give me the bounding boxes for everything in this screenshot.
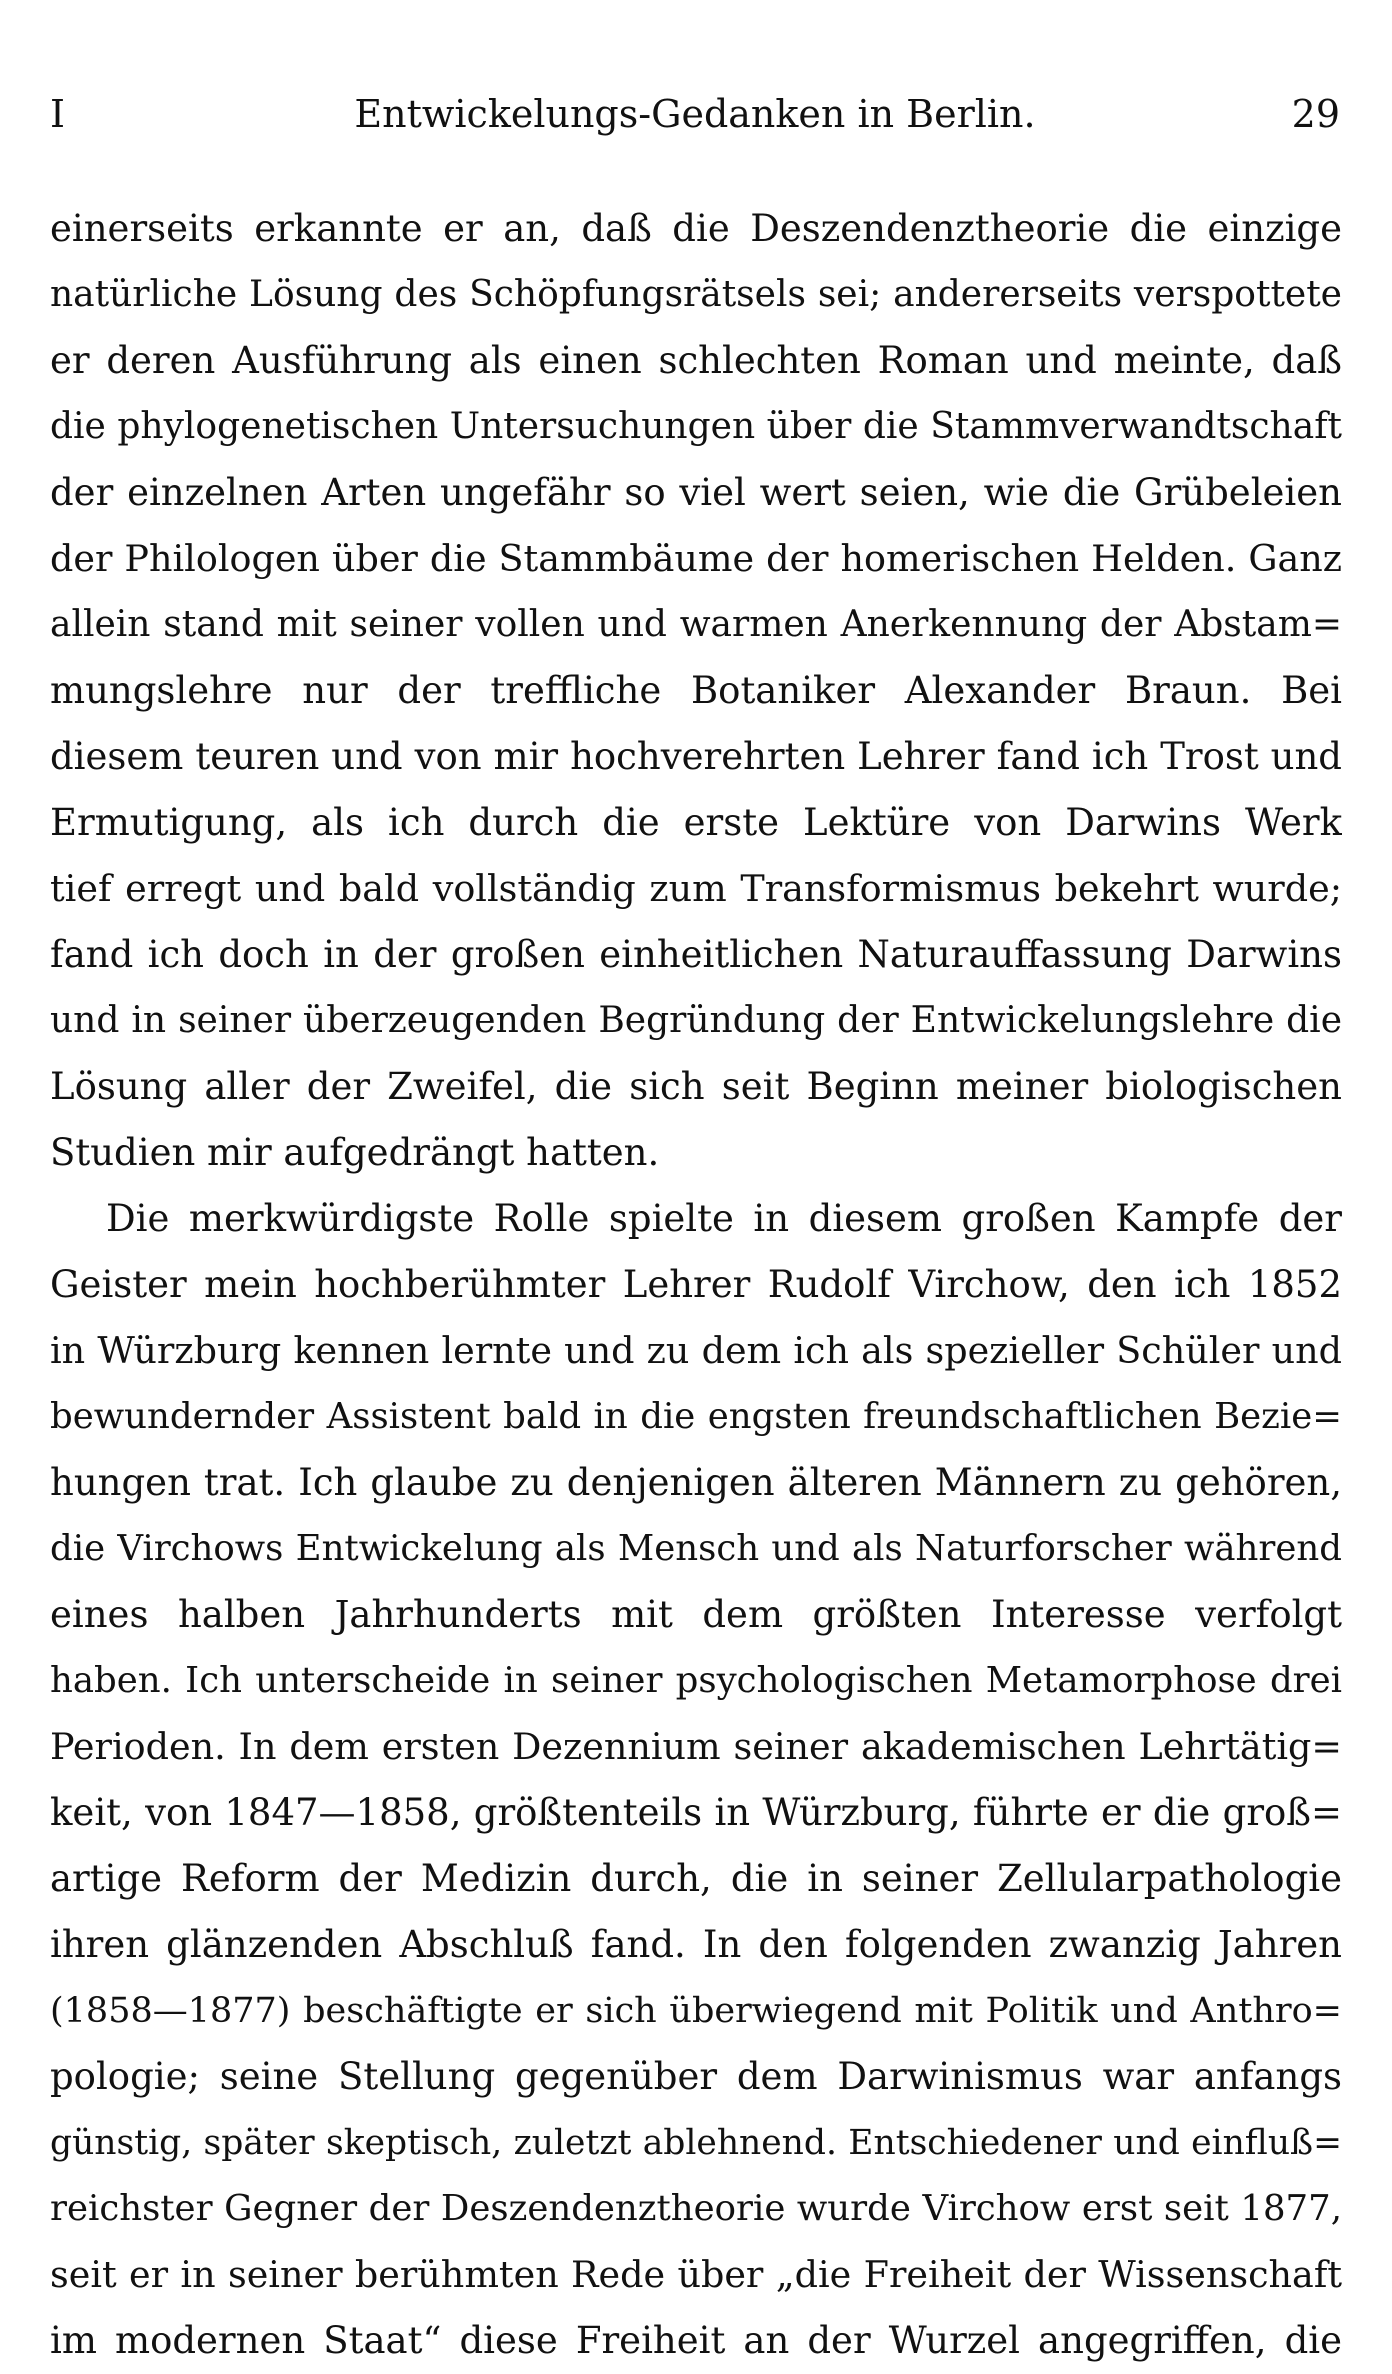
text-line: (1858—1877) beschäftigte er sich überwiegend mit Politik und Anthro=: [50, 1991, 1342, 2031]
text-line: fand ich doch in der großen einheitlichen Naturauffassung Darwins: [50, 933, 1342, 976]
text-line: Lösung aller der Zweifel, die sich seit Beginn meiner biologischen: [50, 1065, 1342, 1108]
text-line: haben. Ich unterscheide in seiner psychologischen Metamorphose drei: [50, 1660, 1342, 1701]
text-line: pologie; seine Stellung gegenüber dem Darwinismus war anfangs: [50, 2055, 1342, 2098]
text-line: natürliche Lösung des Schöpfungsrätsels sei; andererseits verspottete: [50, 274, 1342, 315]
text-line: im modernen Staat“ diese Freiheit an der Wurzel angegriffen, die: [50, 2319, 1342, 2362]
signature-mark: I: [50, 92, 66, 136]
text-line: seit er in seiner berühmten Rede über „die Freiheit der Wissenschaft: [50, 2253, 1342, 2296]
text-line: tief erregt und bald vollständig zum Transformismus bekehrt wurde;: [50, 867, 1342, 910]
body-text: [50, 196, 1342, 2374]
text-line: diesem teuren und von mir hochverehrten Lehrer fand ich Trost und: [50, 735, 1342, 778]
text-line: einerseits erkannte er an, daß die Deszendenztheorie die einzige: [50, 207, 1342, 250]
text-line: der einzelnen Arten ungefähr so viel wert seien, wie die Grübeleien: [50, 471, 1342, 514]
paragraph-first-line: Die merkwürdigste Rolle spielte in diesem großen Kampfe der: [106, 1197, 1342, 1240]
running-title: Entwickelungs-Gedanken in Berlin.: [354, 92, 1036, 136]
text-line: der Philologen über die Stammbäume der homerischen Helden. Ganz: [50, 537, 1342, 580]
text-line: allein stand mit seiner vollen und warmen Anerkennung der Abstam=: [50, 604, 1342, 645]
text-line: ihren glänzenden Abschluß fand. In den folgenden zwanzig Jahren: [50, 1923, 1342, 1966]
text-line: in Würzburg kennen lernte und zu dem ich als spezieller Schüler und: [50, 1329, 1342, 1372]
text-line: Ermutigung, als ich durch die erste Lektüre von Darwins Werk: [50, 801, 1342, 844]
text-line: er deren Ausführung als einen schlechten Roman und meinte, daß: [50, 339, 1342, 382]
running-header: [50, 92, 1340, 152]
text-line: bewundernder Assistent bald in die engsten freundschaftlichen Bezie=: [50, 1396, 1342, 1437]
text-line: Geister mein hochberühmter Lehrer Rudolf Virchow, den ich 1852: [50, 1263, 1342, 1306]
page-number: 29: [1291, 92, 1340, 136]
text-line: mungslehre nur der treffliche Botaniker Alexander Braun. Bei: [50, 669, 1342, 712]
text-line: eines halben Jahrhunderts mit dem größten Interesse verfolgt: [50, 1593, 1342, 1636]
text-line: und in seiner überzeugenden Begründung der Entwickelungslehre die: [50, 1000, 1342, 1041]
paragraph-end-line: Studien mir aufgedrängt hatten.: [50, 1131, 660, 1174]
text-line: hungen trat. Ich glaube zu denjenigen älteren Männern zu gehören,: [50, 1461, 1342, 1504]
text-line: günstig, später skeptisch, zuletzt ablehnend. Entschiedener und einfluß=: [50, 2123, 1342, 2163]
text-line: keit, von 1847—1858, größtenteils in Würzburg, führte er die groß=: [50, 1791, 1342, 1834]
text-line: reichster Gegner der Deszendenztheorie wurde Virchow erst seit 1877,: [50, 2188, 1342, 2229]
text-line: die Virchows Entwickelung als Mensch und als Naturforscher während: [50, 1528, 1342, 1569]
text-line: Perioden. In dem ersten Dezennium seiner akademischen Lehrtätig=: [50, 1725, 1342, 1768]
text-line: artige Reform der Medizin durch, die in seiner Zellularpathologie: [50, 1857, 1342, 1900]
text-line: die phylogenetischen Untersuchungen über die Stammverwandtschaft: [50, 406, 1342, 447]
